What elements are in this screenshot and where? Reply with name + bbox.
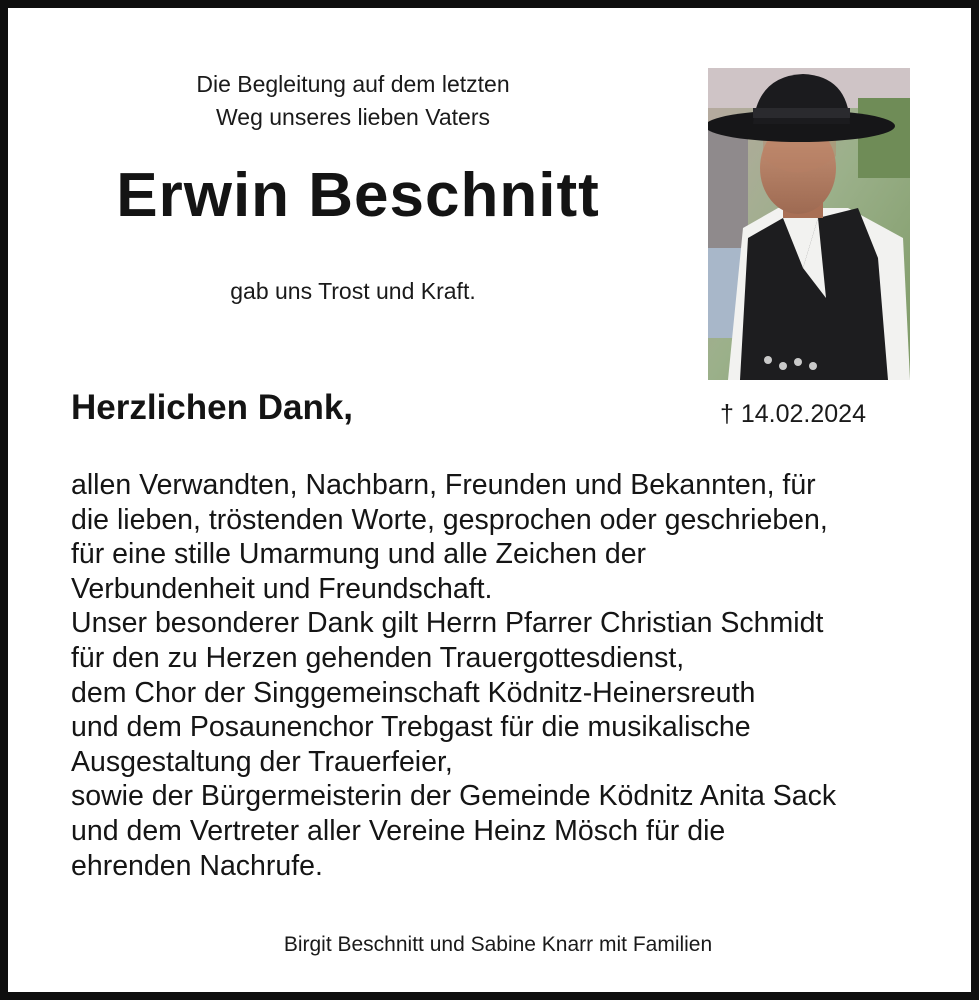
signature: Birgit Beschnitt und Sabine Knarr mit Familien xyxy=(283,933,713,956)
text-line: sowie der Bürgermeisterin der Gemeinde Ködnitz Anita Sack xyxy=(71,780,837,813)
death-date: † 14.02.2024 xyxy=(720,400,866,428)
text-line: und dem Vertreter aller Vereine Heinz Mösch für die xyxy=(71,814,726,847)
text-line: ehrenden Nachrufe. xyxy=(71,849,323,882)
thanks-heading: Herzlichen Dank, xyxy=(71,388,354,427)
subline: gab uns Trost und Kraft. xyxy=(230,278,476,304)
text-line: allen Verwandten, Nachbarn, Freunden und Bekannten, für xyxy=(71,469,816,501)
text-line: Unser besonderer Dank gilt Herrn Pfarrer Christian Schmidt xyxy=(71,607,824,640)
deceased-name: Erwin Beschnitt xyxy=(116,161,600,230)
portrait-photo xyxy=(708,68,910,380)
text-line: Verbundenheit und Freundschaft. xyxy=(71,572,493,605)
text-line: und dem Posaunenchor Trebgast für die musikalische xyxy=(71,711,751,744)
text-line: für eine stille Umarmung und alle Zeichen der xyxy=(71,538,647,571)
intro-text xyxy=(98,68,608,134)
text-line: die lieben, tröstenden Worte, gesprochen oder geschrieben, xyxy=(71,503,828,536)
text-line: für den zu Herzen gehenden Trauergottesdienst, xyxy=(71,641,685,674)
text-line: dem Chor der Singgemeinschaft Ködnitz-Heinersreuth xyxy=(71,676,756,709)
intro-line: Weg unseres lieben Vaters xyxy=(215,104,491,130)
text-line: Ausgestaltung der Trauerfeier, xyxy=(71,745,453,778)
intro-line: Die Begleitung auf dem letzten xyxy=(196,71,510,97)
thanks-text xyxy=(71,468,961,883)
